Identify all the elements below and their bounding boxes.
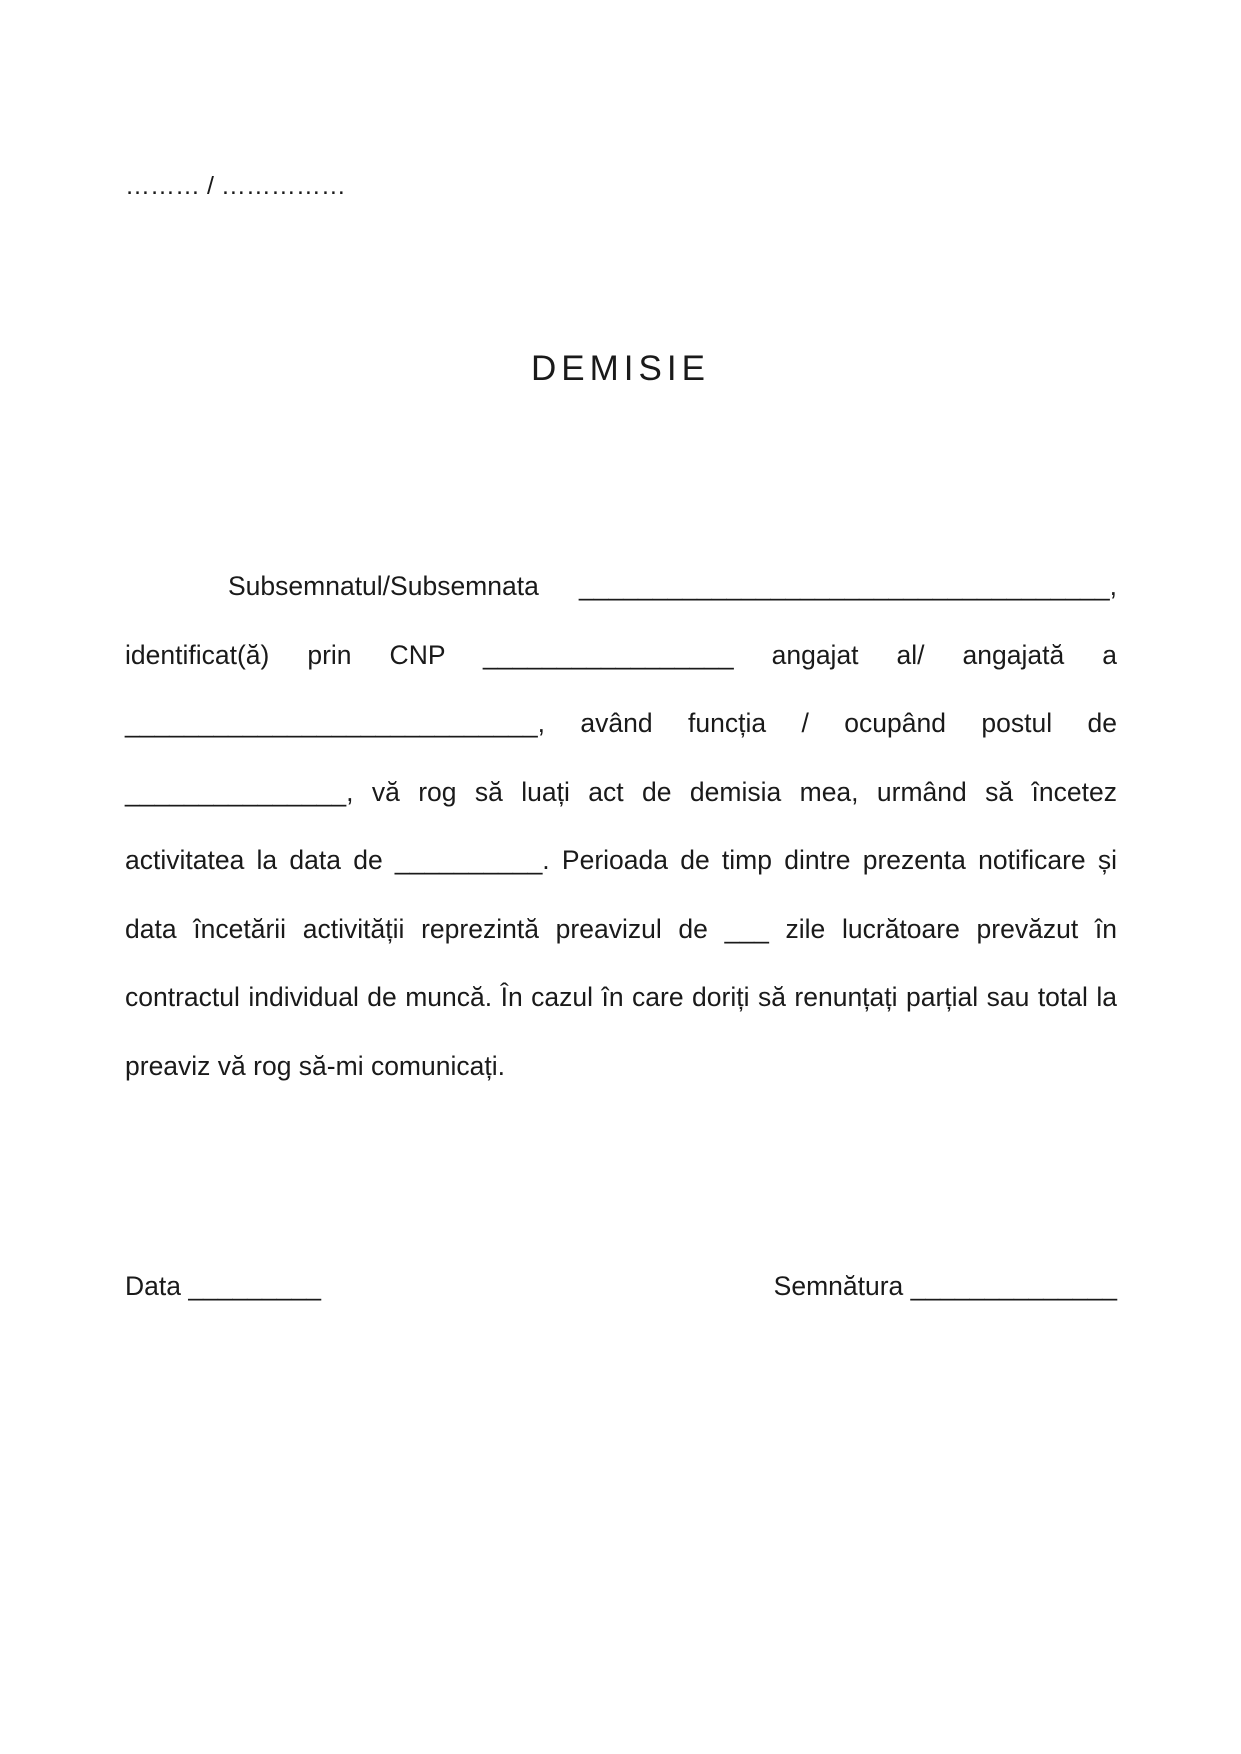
signature-field: Semnătura ______________ <box>773 1271 1117 1301</box>
registration-number: ……… / …………… <box>125 172 346 200</box>
date-field: Data _________ <box>125 1271 321 1301</box>
document-title: DEMISIE <box>531 349 710 388</box>
resignation-body: Subsemnatul/Subsemnata ____________________________________, identificat(ă) prin CNP _________________ angajat al/ angajată a ____________________________, având funcția / ocupând postul de _______________, vă rog să luați act de demisia mea, urmând să încetez activitatea la data de __________. Perioada de timp dintre prezenta notificare și data încetării activității reprezintă preavizul de ___ zile lucrătoare prevăzut în contractul individual de muncă. În cazul în care doriți să renunțați parțial sau total la preaviz vă rog să-mi comunicați. <box>125 571 1117 1081</box>
